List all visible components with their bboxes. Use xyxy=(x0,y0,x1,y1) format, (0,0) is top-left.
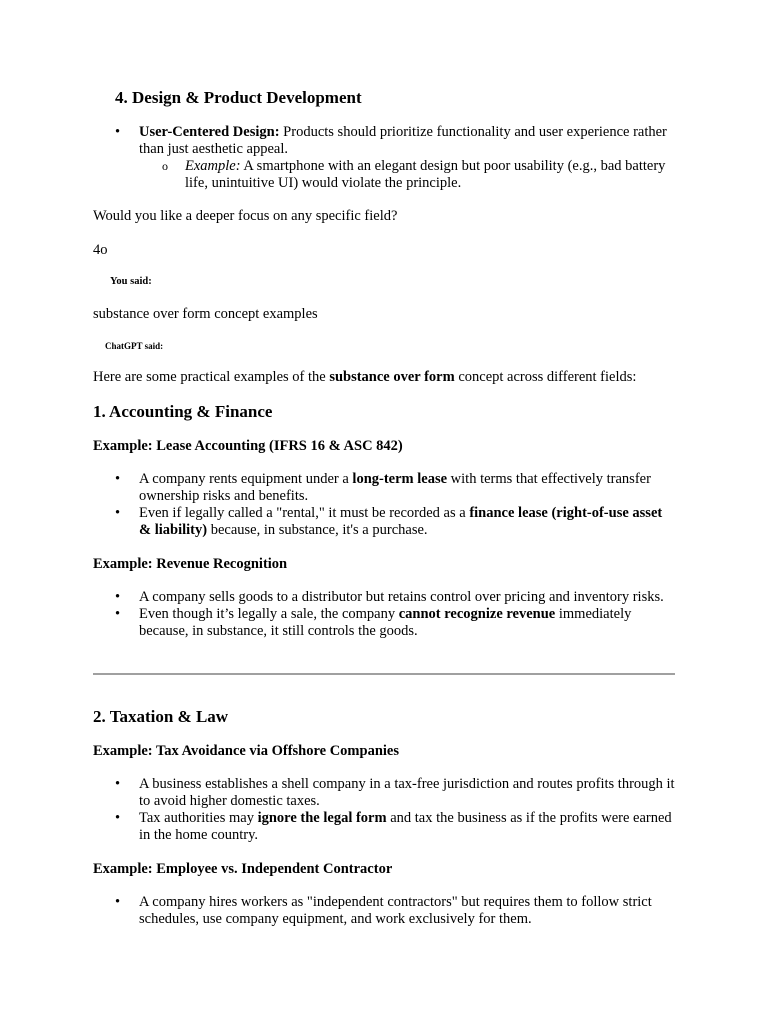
section-divider xyxy=(93,673,675,675)
user-message: substance over form concept examples xyxy=(93,306,318,322)
list-item: • A company rents equipment under a long-term lease with terms that effectively transfer ownership risks and benefits. xyxy=(93,471,675,505)
sub-text: A smartphone with an elegant design but poor usability (e.g., bad battery life, unintuitive UI) would violate the principle. xyxy=(185,158,666,191)
followup-question: Would you like a deeper focus on any specific field? xyxy=(93,208,398,224)
section-4-list xyxy=(93,124,675,192)
list-item: • A business establishes a shell company in a tax-free jurisdiction and routes profits through it to avoid higher domestic taxes. xyxy=(93,776,675,810)
assistant-label: ChatGPT said: xyxy=(105,341,164,351)
list-item: • A company sells goods to a distributor but retains control over pricing and inventory risks. xyxy=(93,589,675,606)
section-4-heading: 4. Design & Product Development xyxy=(115,88,362,107)
bullet-text: Products should prioritize functionality and user experience rather than just aesthetic appeal. xyxy=(139,124,667,157)
sub-list xyxy=(93,158,675,192)
sub-list-item xyxy=(93,158,675,192)
model-tag: 4o xyxy=(93,242,108,258)
list-item xyxy=(93,124,675,192)
list-item: • A company hires workers as "independent contractors" but requires them to follow strict schedules, use company equipment, and work exclusively for them. xyxy=(93,894,675,928)
section-1-heading: 1. Accounting & Finance xyxy=(93,402,273,421)
list-item: • Tax authorities may ignore the legal form and tax the business as if the profits were earned in the home country. xyxy=(93,810,675,844)
example-title: Example: Employee vs. Independent Contractor xyxy=(93,861,393,877)
example-list xyxy=(93,894,675,928)
example-title: Example: Lease Accounting (IFRS 16 & ASC 842) xyxy=(93,438,403,454)
example-title: Example: Revenue Recognition xyxy=(93,556,288,572)
section-2-heading: 2. Taxation & Law xyxy=(93,707,229,726)
list-item: • Even though it’s legally a sale, the company cannot recognize revenue immediately because, in substance, it still controls the goods. xyxy=(93,606,675,640)
example-list xyxy=(93,589,675,640)
sub-label: Example: xyxy=(185,158,241,174)
example-title: Example: Tax Avoidance via Offshore Companies xyxy=(93,743,400,759)
list-item: • Even if legally called a "rental," it must be recorded as a finance lease (right-of-use asset & liability) because, in substance, it's a purchase. xyxy=(93,505,675,539)
intro-text: Here are some practical examples of the substance over form concept across different fields: xyxy=(93,369,637,385)
example-list xyxy=(93,471,675,539)
bullet-label: User-Centered Design: xyxy=(139,124,280,140)
example-list xyxy=(93,776,675,844)
user-label: You said: xyxy=(110,276,152,287)
